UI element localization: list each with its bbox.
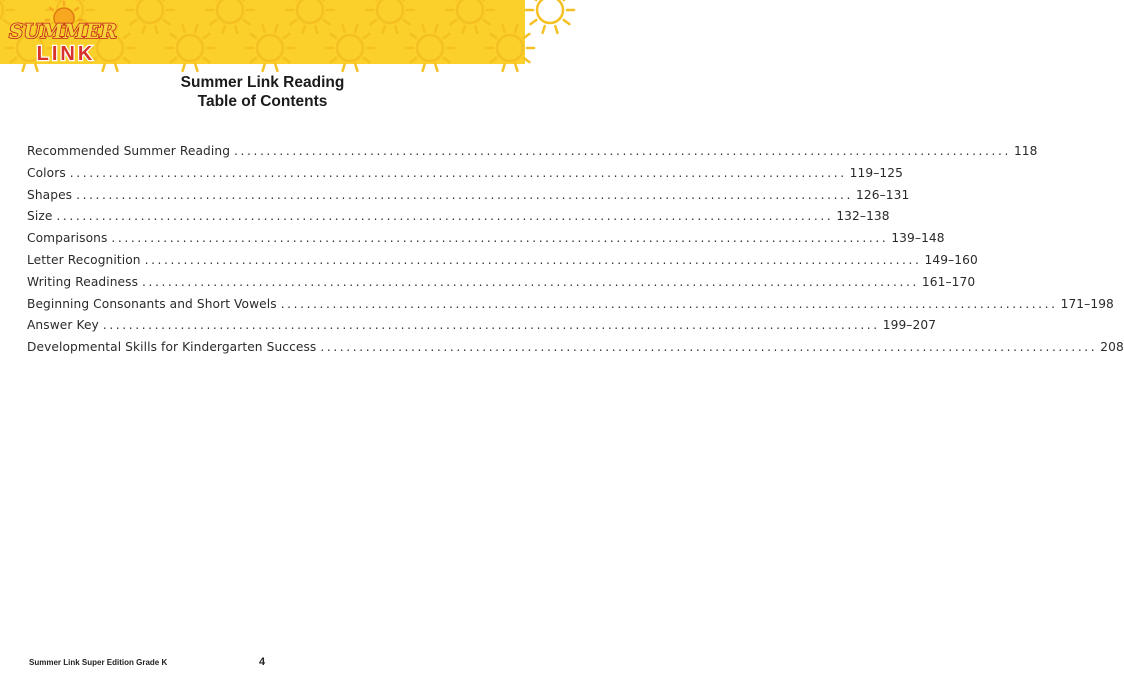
sun-icon — [206, 0, 254, 33]
toc-entry-page: 118 — [1013, 144, 1038, 158]
sun-icon — [126, 0, 174, 33]
dot-leader: ........................................................................................................................ — [111, 231, 889, 246]
dot-leader: ........................................................................................................................ — [234, 144, 1011, 158]
summer-link-logo — [0, 0, 126, 70]
toc-entry — [27, 187, 910, 210]
toc-entry-page: 171–198 — [1060, 296, 1114, 311]
dot-leader: ........................................................................................................................ — [280, 296, 1058, 311]
toc-entry — [27, 231, 945, 253]
toc-entry-label: Letter Recognition — [27, 252, 141, 267]
toc-entry-label: Answer Key — [27, 318, 99, 333]
sun-icon — [286, 0, 334, 33]
toc-entry — [27, 209, 890, 231]
toc-entry — [27, 252, 978, 275]
toc-entry — [27, 318, 937, 340]
page-title: Summer Link Reading — [180, 74, 345, 91]
page-subtitle: Table of Contents — [197, 93, 328, 110]
sun-icon — [366, 0, 414, 33]
dot-leader: ........................................................................................................................ — [142, 274, 919, 289]
sun-icon — [446, 0, 494, 33]
toc-entry — [27, 144, 1038, 166]
toc-entry-label: Beginning Consonants and Short Vowels — [27, 296, 277, 311]
logo-line-2: LINK — [36, 43, 96, 65]
sun-icon — [246, 25, 294, 71]
toc-entry-page: 149–160 — [924, 252, 978, 267]
toc-entry — [27, 296, 1114, 319]
toc-entry-page: 199–207 — [882, 318, 937, 333]
toc-entry-label: Writing Readiness — [27, 274, 139, 289]
toc-entry-label: Recommended Summer Reading — [27, 144, 231, 158]
table-of-contents — [27, 144, 1124, 362]
dot-leader: ........................................................................................................................ — [144, 252, 922, 267]
toc-entry-page: 208 — [1100, 340, 1124, 355]
logo-line-1: SUMMER — [8, 19, 118, 43]
sun-icon — [166, 25, 214, 71]
toc-entry-label: Comparisons — [27, 231, 108, 246]
sun-icon — [406, 25, 454, 71]
header-banner — [0, 0, 525, 64]
sun-icon — [326, 25, 374, 71]
toc-entry-page: 139–148 — [891, 231, 945, 246]
toc-entry-page: 119–125 — [849, 165, 903, 180]
toc-entry — [27, 340, 1124, 362]
footer-book-title: Summer Link Super Edition Grade K — [29, 658, 168, 667]
sun-icon — [526, 0, 574, 33]
dot-leader: ........................................................................................................................ — [56, 209, 834, 224]
toc-entry-page: 126–131 — [856, 187, 910, 202]
dot-leader: ........................................................................................................................ — [76, 187, 854, 202]
toc-entry-label: Size — [27, 209, 53, 224]
dot-leader: ........................................................................................................................ — [320, 340, 1098, 355]
toc-entry-label: Shapes — [27, 187, 73, 202]
toc-entry-page: 161–170 — [921, 274, 976, 289]
dot-leader: ........................................................................................................................ — [102, 318, 880, 333]
footer-page-number: 4 — [259, 656, 266, 668]
toc-entry-label: Developmental Skills for Kindergarten Success — [27, 340, 317, 355]
toc-entry — [27, 274, 976, 297]
dot-leader: ........................................................................................................................ — [69, 165, 847, 180]
sun-icon — [486, 25, 534, 71]
toc-entry-label: Colors — [27, 165, 66, 180]
toc-entry — [27, 165, 903, 188]
toc-entry-page: 132–138 — [836, 209, 890, 224]
